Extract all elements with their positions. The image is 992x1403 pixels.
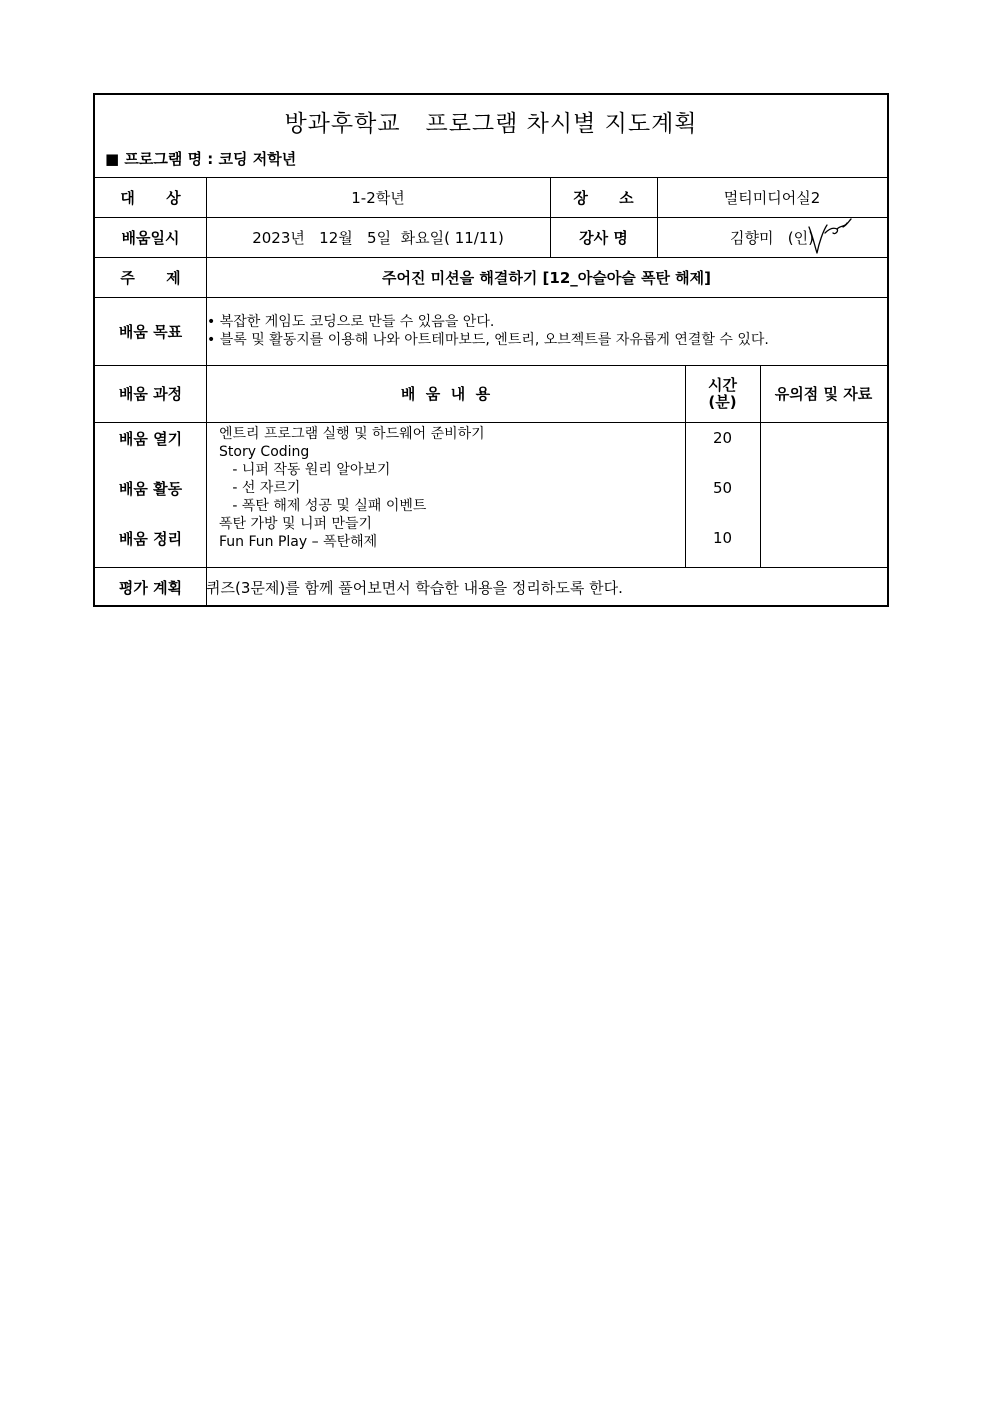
- lesson-content: [219, 425, 485, 551]
- target-label: 대 상: [120, 188, 181, 207]
- stage-time: 20: [712, 429, 733, 447]
- topic-label: 주 제: [120, 268, 181, 287]
- place-label: 장 소: [573, 188, 634, 207]
- notes-cell: [760, 422, 887, 567]
- program-name: ■ 프로그램 명 : 코딩 저학년: [105, 150, 297, 168]
- stage-label: 배움 정리: [118, 529, 183, 548]
- place-value: 멀티미디어실2: [723, 188, 821, 207]
- content-line: 엔트리 프로그램 실행 및 하드웨어 준비하기: [219, 426, 485, 442]
- evaluation-value: 퀴즈(3문제)를 함께 풀어보면서 학습한 내용을 정리하도록 한다.: [206, 578, 623, 597]
- content-line: Fun Fun Play – 폭탄해제: [219, 534, 378, 550]
- goal-item: • 복잡한 게임도 코딩으로 만들 수 있음을 안다.: [207, 314, 495, 330]
- stage-label: 배움 활동: [118, 479, 183, 498]
- content-line: - 니퍼 작동 원리 알아보기: [219, 462, 391, 478]
- title-area: [95, 95, 887, 177]
- stage-time: 50: [712, 479, 733, 497]
- signature-image: [803, 217, 853, 257]
- stage-label: 배움 열기: [118, 429, 183, 448]
- document-title: 방과후학교 프로그램 차시별 지도계획: [284, 111, 698, 137]
- evaluation-label: 평가 계획: [118, 578, 183, 597]
- content-header: 배 움 내 용: [400, 385, 491, 403]
- teacher-value: 김향미 (인): [730, 228, 814, 247]
- lesson-plan-document: [93, 93, 889, 607]
- teacher-label: 강사 명: [579, 228, 628, 247]
- process-header: 배움 과정: [118, 385, 183, 403]
- content-line: - 선 자르기: [219, 480, 301, 496]
- time-header-line1: 시간: [708, 375, 737, 394]
- content-line: Story Coding: [219, 444, 310, 460]
- time-header-line2: (분): [708, 392, 737, 411]
- date-label: 배움일시: [121, 228, 180, 247]
- topic-value: 주어진 미션을 해결하기 [12_아슬아슬 폭탄 해제]: [381, 268, 712, 287]
- time-header: [685, 365, 760, 422]
- notes-header: 유의점 및 자료: [774, 385, 873, 403]
- goal-label: 배움 목표: [118, 322, 183, 341]
- divider: [95, 297, 887, 298]
- stage-time: 10: [712, 529, 733, 547]
- date-value: 2023년 12월 5일 화요일( 11/11): [252, 228, 504, 247]
- content-line: - 폭탄 해제 성공 및 실패 이벤트: [219, 498, 427, 514]
- goal-list: [207, 313, 887, 349]
- goal-item: • 블록 및 활동지를 이용해 나와 아트테마보드, 엔트리, 오브젝트를 자유롭게 연결할 수 있다.: [207, 332, 769, 348]
- content-line: 폭탄 가방 및 니퍼 만들기: [219, 516, 373, 532]
- target-value: 1-2학년: [351, 188, 405, 207]
